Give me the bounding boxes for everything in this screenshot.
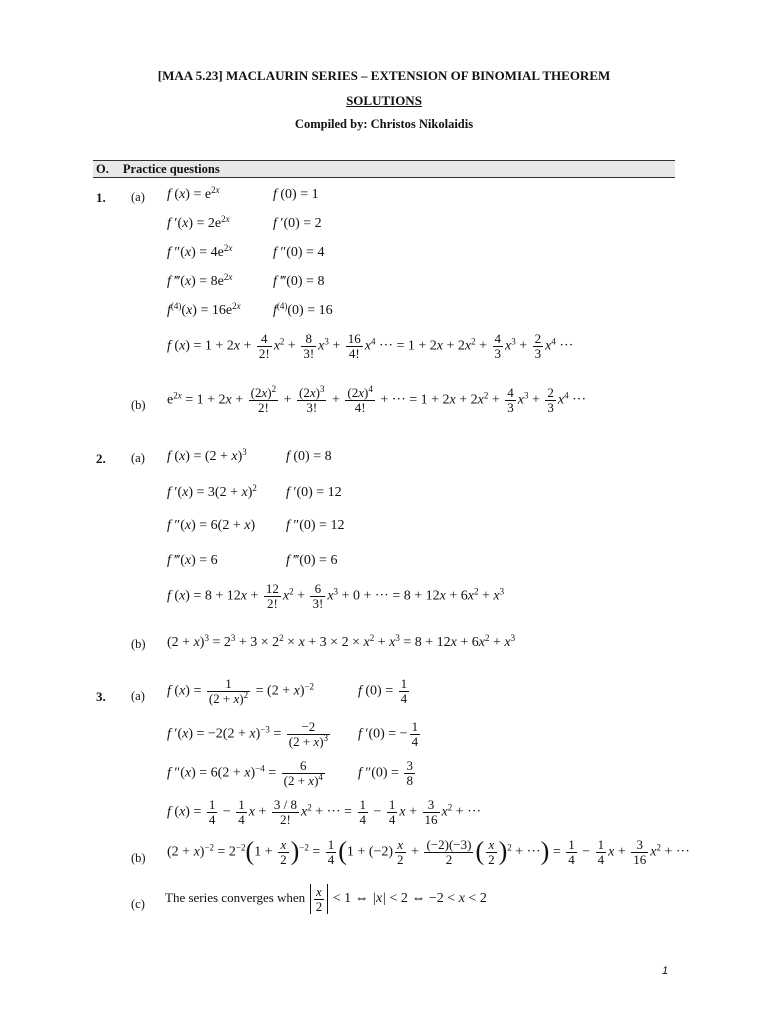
math-line: f $(x) = (2 + x)^3$ — [167, 447, 247, 464]
section-label: O. — [96, 162, 109, 176]
math-line: f (x) = 1 + 2x + $\frac{4}{2!}$ $x^2$ + $\frac{8}{3!}$ $x^3$ + $\frac{16}{4!}$ $x^4$ ··· = $1 + 2x + 2x^2$ + $\frac{4}{3}$ $x^3$ + $\frac{2}{3}$ $x^4$ ··· — [167, 331, 574, 361]
document-author: Compiled by: Christos Nikolaidis — [294, 117, 474, 131]
math-line: $f^{(4)}(0) = 16$ — [273, 301, 333, 318]
math-line: f ‴(0) = 6 — [286, 553, 338, 568]
question-number: 2. — [96, 451, 106, 466]
math-line: f ‴(0) = 8 — [273, 274, 325, 289]
math-line: f (x) = 8 + 12x + $\frac{12}{2!}$ $x^2$ + $\frac{6}{3!}$ $x^3 + 0$ + ··· = $8 + 12x + 6x^2 + x^3$ — [167, 581, 505, 611]
math-line: $e^{2x} = 1 + 2x$ + $\frac{(2x)^2}{2!}$ + $\frac{(2x)^3}{3!}$ + $\frac{(2x)^4}{4!}$ + ··· = $1 + 2x + 2x^2$ + $\frac{4}{3}$ $x^3$ + $\frac{2}{3}$ $x^4$ ··· — [167, 384, 587, 415]
math-line: f (0) = 1 — [273, 187, 319, 202]
math-line: f ′(0) = − $\frac{1}{4}$ — [358, 719, 419, 749]
part-label: (c) — [131, 897, 145, 911]
math-line: f $'(x) = -2(2 + x)^{-3}$ = $\frac{-2}{(2 + x)^3}$ — [167, 719, 329, 749]
math-line: f $''(x) = 6(2 + x)^{-4}$ = $\frac{6}{(2 + x)^4}$ — [167, 758, 323, 788]
math-line: $(2 + x)^{-2} = 2^{-2}(1$ + $\frac{x}{2}$ )$^{-2}$ = $\frac{1}{4}$ (1 + (−2) $\frac{x}{2}$ + $\frac{(-2)(-3)}{2}$ ( $\frac{x}{2}$ )$^2$ + ···) = $\frac{1}{4}$ − $\frac{1}{4}$ x + $\frac{3}{16}$ $x^2$ + ··· — [167, 836, 690, 867]
math-line: f ‴(x) = $8e^{2x}$ — [167, 272, 233, 289]
convergence-text: The series converges when — [165, 890, 306, 906]
math-line: f ″(0) = 4 — [273, 245, 325, 260]
math-line: f $(x) = e^{2x}$ — [167, 185, 220, 202]
math-line: f ‴(x) = 6 — [167, 553, 218, 568]
document-subtitle: SOLUTIONS — [346, 93, 422, 108]
math-line: f (x) = $\frac{1}{(2 + x)^2}$ = $(2 + x)^{-2}$ — [167, 676, 315, 706]
part-label: (a) — [131, 689, 145, 703]
math-line: f (x) = $\frac{1}{4}$ − $\frac{1}{4}$ x + $\frac{3 / 8}{2!}$ $x^2$ + ··· = $\frac{1}{4}$ − $\frac{1}{4}$ x + $\frac{3}{16}$ $x^2$ + ··· — [167, 797, 482, 827]
part-label: (b) — [131, 398, 146, 412]
math-line: f ″(0) = $\frac{3}{8}$ — [358, 758, 413, 788]
math-line: $(2 + x)^3 = 2^3 + 3 \times 2^2 \times x + 3 \times 2 \times x^2 + x^3 = 8 + 12x + 6x^2 + x^3$ — [167, 633, 516, 650]
part-label: (b) — [131, 851, 146, 865]
math-line: f $'(x) = 3(2 + x)^2$ — [167, 483, 257, 500]
math-line: f ′(0) = 2 — [273, 216, 322, 231]
math-line: f ″(x) = 6(2 + x) — [167, 518, 256, 533]
part-label: (a) — [131, 190, 145, 204]
part-label: (a) — [131, 451, 145, 465]
page-number: 1 — [662, 965, 669, 977]
math-line: f ″(0) = 12 — [286, 518, 345, 533]
section-title: Practice questions — [122, 162, 220, 176]
question-number: 1. — [96, 190, 106, 205]
math-line: $f^{(4)}(x) = 16e^{2x}$ — [167, 301, 241, 318]
question-number: 3. — [96, 689, 106, 704]
math-line: f $'(x) = 2e^{2x}$ — [167, 214, 230, 231]
math-line: f ′(0) = 12 — [286, 485, 342, 500]
section-header — [93, 160, 675, 178]
math-line: f (0) = 8 — [286, 449, 332, 464]
math-line: f $''(x) = 4e^{2x}$ — [167, 243, 233, 260]
math-line: The series converges when $\frac{x}{2}$ < 1 ⇔ |x| < 2 ⇔ −2 < x < 2 — [165, 883, 487, 914]
part-label: (b) — [131, 637, 146, 651]
document-title: [MAA 5.23] MACLAURIN SERIES – EXTENSION OF BINOMIAL THEOREM — [157, 68, 611, 83]
math-line: f (0) = $\frac{1}{4}$ — [358, 676, 408, 706]
